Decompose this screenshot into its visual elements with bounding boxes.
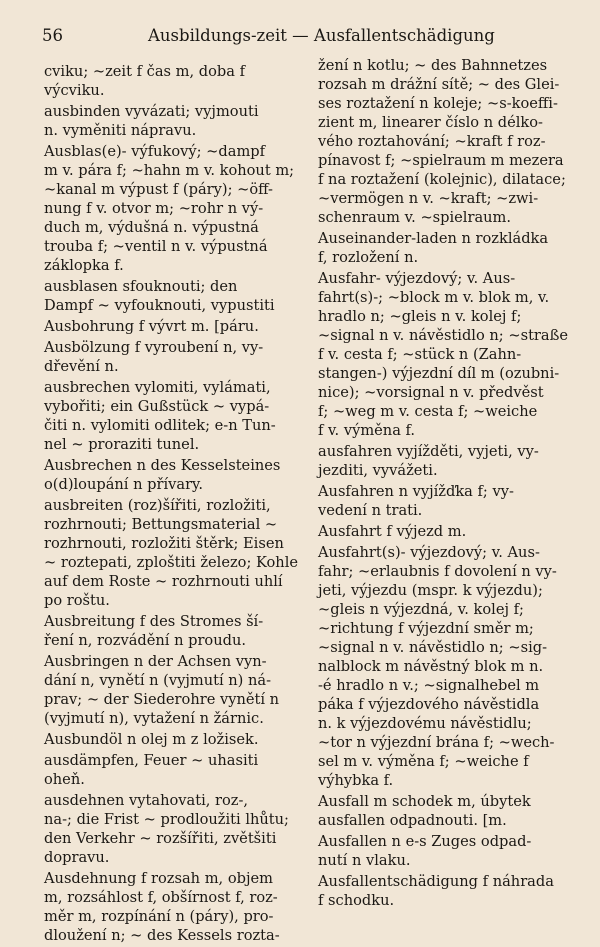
dictionary-entry — [318, 442, 580, 480]
entry-line: trouba f; ~ventil n v. výpustná — [44, 238, 268, 255]
entry-line: nice); ~vorsignal n v. předvěst — [318, 384, 544, 401]
entry-line: den Verkehr ~ rozšířiti, zvětšiti — [44, 830, 277, 847]
dictionary-entry — [318, 872, 580, 910]
entry-line: vého roztahování; ~kraft f roz- — [318, 133, 546, 150]
entry-line: ~kanal m výpust f (páry); ~öff- — [44, 181, 273, 198]
dictionary-entry — [44, 456, 306, 494]
entry-line: f na roztažení (kolejnic), dilatace; — [318, 171, 566, 188]
entry-line: ~gleis n výjezdná, v. kolej f; — [318, 601, 524, 618]
entry-line: nutí n vlaku. — [318, 852, 411, 869]
dictionary-entry — [44, 652, 306, 728]
dictionary-entry — [44, 277, 306, 315]
entry-line: ~richtung f výjezdní směr m; — [318, 620, 534, 637]
entry-line: -é hradlo n v.; ~signalhebel m — [318, 677, 540, 694]
dictionary-entry — [318, 543, 580, 790]
entry-line: ~ roztepati, zploštiti železo; Kohle — [44, 554, 299, 571]
entry-line: Ausfallentschädigung f náhrada — [318, 873, 554, 890]
entry-line: Ausfall m schodek m, úbytek — [318, 793, 531, 810]
entry-line: ~vermögen n v. ~kraft; ~zwi- — [318, 190, 539, 207]
right-column — [318, 56, 580, 912]
entry-line: ~signal n v. návěstidlo n; ~sig- — [318, 639, 548, 656]
entry-line: ausdehnen vytahovati, roz-, — [44, 792, 249, 809]
entry-line: ausfahren vyjížděti, vyjeti, vy- — [318, 443, 539, 460]
dictionary-entry — [44, 869, 306, 945]
entry-line: nalblock m návěstný blok m n. — [318, 658, 544, 675]
entry-line: výcviku. — [44, 82, 105, 99]
entry-line: schenraum v. ~spielraum. — [318, 209, 512, 226]
entry-line: f schodku. — [318, 892, 395, 909]
entry-line: Ausbreitung f des Stromes ší- — [44, 613, 264, 630]
entry-line: vybořiti; ein Gußstück ~ vypá- — [44, 398, 270, 415]
entry-line: ~signal n v. návěstidlo n; ~straße — [318, 327, 568, 344]
entry-line: čiti n. vylomiti odlitek; e-n Tun- — [44, 417, 276, 434]
dictionary-entry — [44, 751, 306, 789]
entry-line: stangen-) výjezdní díl m (ozubni- — [318, 365, 560, 382]
entry-line: m v. pára f; ~hahn m v. kohout m; — [44, 162, 295, 179]
entry-line: o(d)loupání n přívary. — [44, 476, 204, 493]
entry-line: Ausfahr- výjezdový; v. Aus- — [318, 270, 516, 287]
continued-entry — [318, 56, 580, 227]
entry-line: Ausfallen n e-s Zuges odpad- — [318, 833, 532, 850]
entry-line: ausblasen sfouknouti; den — [44, 278, 238, 295]
entry-line: cviku; ~zeit f čas m, doba f — [44, 63, 245, 80]
entry-line: f; ~weg m v. cesta f; ~weiche — [318, 403, 538, 420]
entry-line: nung f v. otvor m; ~rohr n vý- — [44, 200, 264, 217]
entry-line: oheň. — [44, 771, 85, 788]
dictionary-entry — [44, 612, 306, 650]
entry-line: na-; die Frist ~ prodloužiti lhůtu; — [44, 811, 289, 828]
entry-line: n. vyměniti nápravu. — [44, 122, 197, 139]
entry-line: f v. výměna f. — [318, 422, 416, 439]
entry-line: rozhrnouti; Bettungsmaterial ~ — [44, 516, 278, 533]
dictionary-entry — [44, 730, 306, 749]
entry-line: nel ~ proraziti tunel. — [44, 436, 200, 453]
dictionary-entry — [44, 142, 306, 275]
entry-line: Ausbölzung f vyroubení n, vy- — [44, 339, 264, 356]
entry-line: Dampf ~ vyfouknouti, vypustiti — [44, 297, 275, 314]
entry-line: ausbreiten (roz)šířiti, rozložiti, — [44, 497, 271, 514]
entry-line: rozhrnouti, rozložiti štěrk; Eisen — [44, 535, 284, 552]
entry-line: Auseinander-laden n rozkládka — [318, 230, 549, 247]
entry-line: fahrt(s)-; ~block m v. blok m, v. — [318, 289, 550, 306]
entry-line: vedení n trati. — [318, 502, 423, 519]
entry-line: f, rozložení n. — [318, 249, 419, 266]
entry-line: fahr; ~erlaubnis f dovolení n vy- — [318, 563, 557, 580]
entry-line: Ausdehnung f rozsah m, objem — [44, 870, 273, 887]
entry-line: páka f výjezdového návěstidla — [318, 696, 540, 713]
dictionary-entry — [44, 102, 306, 140]
entry-line: jezditi, vyvážeti. — [318, 462, 438, 479]
entry-line: měr m, rozpínání n (páry), pro- — [44, 908, 274, 925]
entry-line: Ausbringen n der Achsen vyn- — [44, 653, 267, 670]
entry-line: dání n, vynětí n (vyjmutí n) ná- — [44, 672, 272, 689]
left-column — [44, 62, 306, 947]
entry-line: záklopka f. — [44, 257, 124, 274]
page-number: 56 — [42, 26, 63, 45]
dictionary-entry — [318, 269, 580, 440]
entry-line: Ausfahrt f výjezd m. — [318, 523, 467, 540]
entry-line: jeti, výjezdu (mspr. k výjezdu); — [318, 582, 543, 599]
entry-line: prav; ~ der Siederohre vynětí n — [44, 691, 280, 708]
entry-line: Ausbundöl n olej m z ložisek. — [44, 731, 259, 748]
entry-line: ausdämpfen, Feuer ~ uhasiti — [44, 752, 259, 769]
entry-line: Ausfahren n vyjížďka f; vy- — [318, 483, 514, 500]
entry-line: dloužení n; ~ des Kessels rozta- — [44, 927, 280, 944]
entry-line: hradlo n; ~gleis n v. kolej f; — [318, 308, 522, 325]
entry-line: ausbrechen vylomiti, vylámati, — [44, 379, 271, 396]
entry-line: Ausfahrt(s)- výjezdový; v. Aus- — [318, 544, 540, 561]
dictionary-entry — [318, 482, 580, 520]
entry-line: ausfallen odpadnouti. [m. — [318, 812, 507, 829]
entry-line: žení n kotlu; ~ des Bahnnetzes — [318, 57, 548, 74]
dictionary-entry — [44, 791, 306, 867]
entry-line: ses roztažení n koleje; ~s-koeffi- — [318, 95, 558, 112]
entry-line: dřevění n. — [44, 358, 119, 375]
dictionary-entry — [44, 378, 306, 454]
entry-line: zient m, linearer číslo n délko- — [318, 114, 543, 131]
entry-line: ření n, rozvádění n proudu. — [44, 632, 246, 649]
continued-entry — [44, 62, 306, 100]
entry-line: rozsah m drážní sítě; ~ des Glei- — [318, 76, 560, 93]
entry-line: Ausbrechen n des Kesselsteines — [44, 457, 281, 474]
dictionary-entry — [318, 522, 580, 541]
entry-line: f v. cesta f; ~stück n (Zahn- — [318, 346, 522, 363]
entry-line: m, rozsáhlost f, obšírnost f, roz- — [44, 889, 278, 906]
running-head: Ausbildungs-zeit — Ausfallentschädigung — [148, 26, 495, 45]
entry-line: (vyjmutí n), vytažení n žárnic. — [44, 710, 264, 727]
entry-line: auf dem Roste ~ rozhrnouti uhlí — [44, 573, 283, 590]
entry-line: Ausblas(e)- výfukový; ~dampf — [44, 143, 266, 160]
entry-line: dopravu. — [44, 849, 110, 866]
dictionary-entry — [44, 496, 306, 610]
entry-line: po roštu. — [44, 592, 110, 609]
dictionary-entry — [318, 229, 580, 267]
dictionary-entry — [318, 792, 580, 830]
entry-line: pínavost f; ~spielraum m mezera — [318, 152, 564, 169]
entry-line: Ausbohrung f vývrt m. [páru. — [44, 318, 259, 335]
dictionary-entry — [44, 338, 306, 376]
entry-line: ausbinden vyvázati; vyjmouti — [44, 103, 259, 120]
dictionary-entry — [44, 317, 306, 336]
entry-line: výhybka f. — [318, 772, 394, 789]
dictionary-entry — [318, 832, 580, 870]
entry-line: n. k výjezdovému návěstidlu; — [318, 715, 532, 732]
entry-line: duch m, výdušná n. výpustná — [44, 219, 259, 236]
entry-line: sel m v. výměna f; ~weiche f — [318, 753, 529, 770]
page-header — [0, 22, 600, 52]
entry-line: ~tor n výjezdní brána f; ~wech- — [318, 734, 555, 751]
